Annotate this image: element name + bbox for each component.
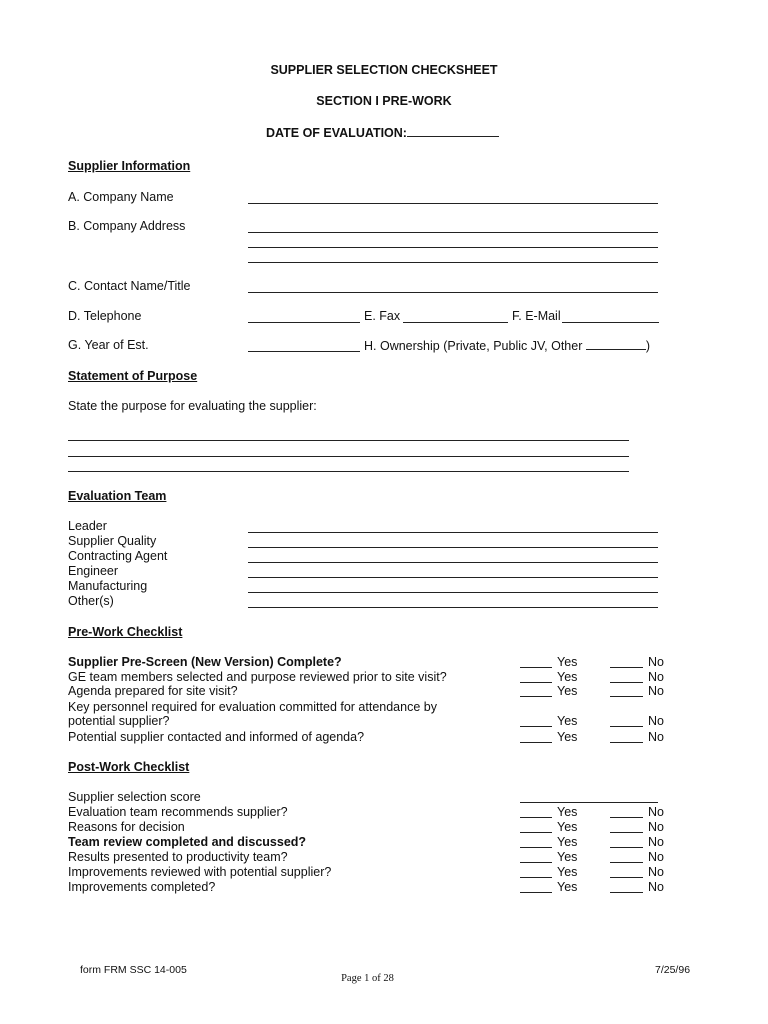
no-label: No xyxy=(648,684,664,698)
date-label: DATE OF EVALUATION: xyxy=(266,126,407,140)
postwork-item-team-review: Team review completed and discussed? xyxy=(68,835,307,849)
purpose-heading: Statement of Purpose xyxy=(68,369,198,383)
evaluation-team-heading: Evaluation Team xyxy=(68,489,167,503)
yes-blank[interactable] xyxy=(520,832,552,833)
prework-item-agenda: Agenda prepared for site visit? xyxy=(68,684,238,698)
footer-page-number: Page 1 of 28 xyxy=(341,973,394,984)
team-others-field[interactable] xyxy=(248,607,658,608)
telephone-label: D. Telephone xyxy=(68,309,142,323)
section-title: SECTION I PRE-WORK xyxy=(316,94,452,108)
supplier-info-heading: Supplier Information xyxy=(68,159,191,173)
yes-blank[interactable] xyxy=(520,817,552,818)
purpose-prompt: State the purpose for evaluating the supplier: xyxy=(68,399,317,413)
yes-label: Yes xyxy=(557,865,578,879)
team-role-manufacturing: Manufacturing xyxy=(68,579,148,593)
yes-label: Yes xyxy=(557,835,578,849)
no-blank[interactable] xyxy=(610,847,643,848)
ownership-prefix: H. Ownership (Private, Public JV, Other xyxy=(364,339,583,353)
email-field[interactable] xyxy=(562,322,659,323)
postwork-item-results: Results presented to productivity team? xyxy=(68,850,288,864)
yes-blank[interactable] xyxy=(520,726,552,727)
postwork-heading: Post-Work Checklist xyxy=(68,760,190,774)
yes-label: Yes xyxy=(557,655,578,669)
contact-label: C. Contact Name/Title xyxy=(68,279,191,293)
team-manufacturing-field[interactable] xyxy=(248,592,658,593)
yes-blank[interactable] xyxy=(520,742,552,743)
no-label: No xyxy=(648,850,664,864)
date-of-evaluation xyxy=(266,125,499,141)
yes-label: Yes xyxy=(557,820,578,834)
no-label: No xyxy=(648,805,664,819)
no-blank[interactable] xyxy=(610,832,643,833)
team-role-engineer: Engineer xyxy=(68,564,119,578)
team-contracting-agent-field[interactable] xyxy=(248,562,658,563)
purpose-line-2[interactable] xyxy=(68,456,629,457)
prework-heading: Pre-Work Checklist xyxy=(68,625,183,639)
yes-label: Yes xyxy=(557,880,578,894)
postwork-item-score: Supplier selection score xyxy=(68,790,201,804)
company-address-field-2[interactable] xyxy=(248,247,658,248)
no-label: No xyxy=(648,835,664,849)
no-label: No xyxy=(648,730,664,744)
purpose-line-3[interactable] xyxy=(68,471,629,472)
company-address-field-1[interactable] xyxy=(248,232,658,233)
yes-blank[interactable] xyxy=(520,682,552,683)
no-label: No xyxy=(648,865,664,879)
no-blank[interactable] xyxy=(610,667,643,668)
footer-date: 7/25/96 xyxy=(655,964,691,976)
team-role-leader: Leader xyxy=(68,519,107,533)
yes-blank[interactable] xyxy=(520,696,552,697)
company-name-field[interactable] xyxy=(248,203,658,204)
team-role-contracting-agent: Contracting Agent xyxy=(68,549,168,563)
no-blank[interactable] xyxy=(610,892,643,893)
footer-form-number: form FRM SSC 14-005 xyxy=(80,964,187,976)
no-blank[interactable] xyxy=(610,877,643,878)
no-blank[interactable] xyxy=(610,682,643,683)
fax-field[interactable] xyxy=(403,322,508,323)
fax-label: E. Fax xyxy=(364,309,401,323)
yes-blank[interactable] xyxy=(520,892,552,893)
yes-blank[interactable] xyxy=(520,877,552,878)
no-label: No xyxy=(648,880,664,894)
no-blank[interactable] xyxy=(610,862,643,863)
year-field[interactable] xyxy=(248,351,360,352)
company-address-label: B. Company Address xyxy=(68,219,186,233)
team-engineer-field[interactable] xyxy=(248,577,658,578)
postwork-item-improvements-reviewed: Improvements reviewed with potential supplier? xyxy=(68,865,332,879)
no-label: No xyxy=(648,714,664,728)
yes-blank[interactable] xyxy=(520,847,552,848)
no-label: No xyxy=(648,670,664,684)
no-blank[interactable] xyxy=(610,696,643,697)
ownership-other-field[interactable] xyxy=(586,338,646,350)
yes-label: Yes xyxy=(557,805,578,819)
ownership-label xyxy=(364,338,650,354)
company-address-field-3[interactable] xyxy=(248,262,658,263)
no-blank[interactable] xyxy=(610,817,643,818)
yes-label: Yes xyxy=(557,850,578,864)
yes-label: Yes xyxy=(557,714,578,728)
yes-blank[interactable] xyxy=(520,862,552,863)
no-label: No xyxy=(648,820,664,834)
purpose-line-1[interactable] xyxy=(68,440,629,441)
contact-field[interactable] xyxy=(248,292,658,293)
postwork-item-recommends: Evaluation team recommends supplier? xyxy=(68,805,288,819)
prework-item-prescreen: Supplier Pre-Screen (New Version) Complete? xyxy=(68,655,342,669)
prework-item-key-personnel: Key personnel required for evaluation committed for attendance by xyxy=(68,700,437,714)
email-label: F. E-Mail xyxy=(512,309,561,323)
prework-item-key-personnel-cont: potential supplier? xyxy=(68,714,170,728)
prework-item-contacted: Potential supplier contacted and informed of agenda? xyxy=(68,730,365,744)
yes-label: Yes xyxy=(557,670,578,684)
year-label: G. Year of Est. xyxy=(68,338,149,352)
prework-item-team-selected: GE team members selected and purpose reviewed prior to site visit? xyxy=(68,670,447,684)
postwork-item-improvements-completed: Improvements completed? xyxy=(68,880,216,894)
team-leader-field[interactable] xyxy=(248,532,658,533)
yes-label: Yes xyxy=(557,684,578,698)
team-supplier-quality-field[interactable] xyxy=(248,547,658,548)
yes-blank[interactable] xyxy=(520,667,552,668)
no-blank[interactable] xyxy=(610,742,643,743)
ownership-suffix: ) xyxy=(645,339,651,353)
telephone-field[interactable] xyxy=(248,322,360,323)
no-blank[interactable] xyxy=(610,726,643,727)
yes-label: Yes xyxy=(557,730,578,744)
company-name-label: A. Company Name xyxy=(68,190,174,204)
team-role-others: Other(s) xyxy=(68,594,114,608)
selection-score-field[interactable] xyxy=(520,802,658,803)
date-field[interactable] xyxy=(407,125,499,137)
team-role-supplier-quality: Supplier Quality xyxy=(68,534,157,548)
form-title: SUPPLIER SELECTION CHECKSHEET xyxy=(270,63,498,77)
postwork-item-reasons: Reasons for decision xyxy=(68,820,185,834)
no-label: No xyxy=(648,655,664,669)
